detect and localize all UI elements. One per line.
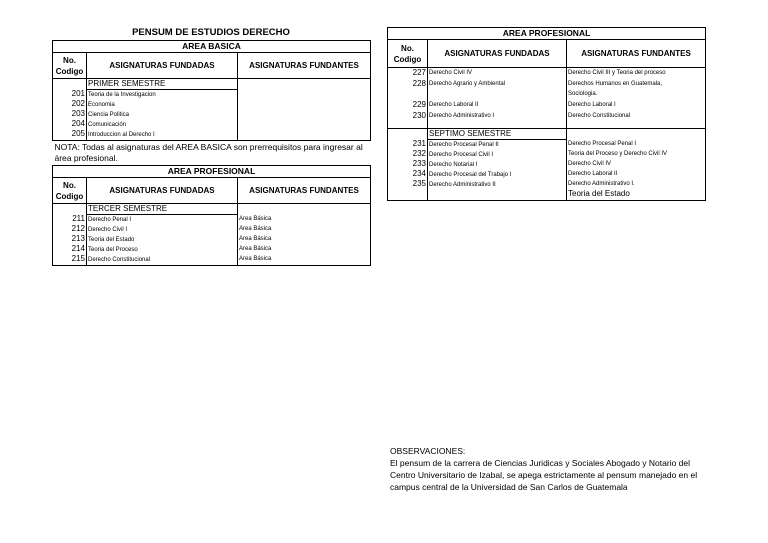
area-basica-table — [52, 40, 371, 266]
header-fundantes: ASIGNATURAS FUNDANTES — [567, 40, 706, 68]
course-code: 205 — [71, 129, 85, 138]
course-name: Derecho Civil IV — [429, 70, 473, 76]
course-fundante: Derechos Humanos en Guatemala, — [568, 81, 663, 87]
courses-cell — [428, 68, 567, 129]
codes-cell — [388, 68, 428, 129]
course-code: 231 — [412, 139, 426, 148]
header-fundantes: ASIGNATURAS FUNDANTES — [238, 178, 371, 204]
course-fundante: Area Básica — [239, 256, 272, 262]
course-name: Teoria del Proceso — [88, 247, 138, 253]
course-code: 202 — [71, 99, 85, 108]
course-name: Derecho Constitucional — [88, 257, 151, 263]
document-title: PENSUM DE ESTUDIOS DERECHO — [132, 27, 290, 38]
course-fundante: Derecho Laboral II — [568, 171, 618, 177]
course-fundante: Teoria del Estado — [568, 189, 630, 198]
course-fundante — [239, 119, 370, 129]
course-code: 232 — [412, 149, 426, 158]
course-code: 235 — [412, 179, 426, 188]
course-code: 228 — [412, 79, 426, 88]
codes-cell — [388, 129, 428, 201]
course-fundante: Area Básica — [239, 246, 272, 252]
right-column — [387, 27, 705, 201]
course-fundante — [239, 109, 370, 119]
course-name: Introduccion al Derecho I — [88, 132, 155, 138]
course-code: 214 — [71, 244, 85, 253]
course-fundante: Derecho Constitucional — [568, 113, 631, 119]
course-fundante: Derecho Civil IV — [568, 161, 612, 167]
course-name: Derecho Laboral II — [429, 102, 479, 108]
course-name: Teoria de la Investigacion — [88, 92, 156, 98]
course-name: Ciencia Politica — [88, 112, 130, 118]
course-name: Derecho Administrativo I — [429, 113, 495, 119]
fundantes-cell — [567, 129, 706, 201]
course-fundante — [239, 89, 370, 99]
course-code: 230 — [412, 111, 426, 120]
codes-cell — [53, 204, 87, 266]
semester-title: PRIMER SEMESTRE — [87, 79, 237, 90]
area-basica-note: NOTA: Todas al asignaturas del AREA BASICA son prerrequisitos para ingresar al área profesional. — [54, 142, 363, 163]
course-code: 215 — [71, 254, 85, 263]
observaciones — [390, 445, 710, 493]
semester-title: SEPTIMO SEMESTRE — [428, 129, 566, 140]
semester-title: TERCER SEMESTRE — [87, 204, 237, 215]
header-no-codigo: No. Codigo — [53, 53, 87, 79]
header-fundantes: ASIGNATURAS FUNDANTES — [238, 53, 371, 79]
course-fundante: Derecho Civil III y Teoria del proceso — [568, 70, 666, 76]
course-fundante: Derecho Laboral I — [568, 102, 616, 108]
observaciones-text: El pensum de la carrera de Ciencias Juridicas y Sociales Abogado y Notario del Centro Universitario de Izabal, se apega estrictamente al pensum manejado en el campus central de la Universidad de San Carlos de Guatemala — [390, 458, 698, 492]
course-fundante — [239, 99, 370, 109]
course-name: Economia — [88, 102, 115, 108]
observaciones-title: OBSERVACIONES: — [390, 446, 466, 456]
course-name: Comunicación — [88, 122, 127, 128]
course-code: 203 — [71, 109, 85, 118]
course-code: 233 — [412, 159, 426, 168]
course-code: 201 — [71, 89, 85, 98]
course-code: 234 — [412, 169, 426, 178]
course-fundante: Derecho Administrativo I. — [568, 181, 635, 187]
course-name: Derecho Administrativo II — [429, 182, 496, 188]
fundantes-cell — [238, 204, 371, 266]
header-no-codigo: No. Codigo — [388, 40, 428, 68]
course-code: 211 — [72, 214, 85, 223]
courses-cell — [87, 204, 238, 266]
header-no-codigo: No. Codigo — [53, 178, 87, 204]
course-name: Derecho Procesal del Trabajo I — [429, 172, 512, 178]
header-fundadas: ASIGNATURAS FUNDADAS — [428, 40, 567, 68]
course-code: 204 — [71, 119, 85, 128]
course-code: 213 — [71, 234, 85, 243]
course-name: Derecho Procesal Penal II — [429, 142, 499, 148]
course-name: Derecho Civil I — [88, 227, 128, 233]
course-name: Derecho Procesal Civil I — [429, 152, 494, 158]
course-name: Teoria del Estado — [88, 237, 135, 243]
header-fundadas: ASIGNATURAS FUNDADAS — [87, 178, 238, 204]
area-profesional-title: AREA PROFESIONAL — [388, 28, 706, 40]
course-fundante: Area Básica — [239, 216, 272, 222]
course-name: Derecho Penal I — [88, 217, 132, 223]
courses-cell — [87, 79, 238, 141]
area-profesional-title: AREA PROFESIONAL — [53, 166, 371, 178]
left-column — [52, 40, 370, 266]
course-name: Derecho Agrario y Ambiental — [429, 81, 506, 87]
course-code: 227 — [412, 68, 426, 77]
fundantes-cell — [567, 68, 706, 129]
course-name: Derecho Notarial I — [429, 162, 478, 168]
course-code: 229 — [412, 100, 426, 109]
area-profesional-right-table — [387, 27, 706, 201]
course-code: 212 — [71, 224, 85, 233]
course-fundante: Teoria del Proceso y Derecho Civil IV — [568, 151, 668, 157]
course-fundante: Area Básica — [239, 236, 272, 242]
course-fundante: Area Básica — [239, 226, 272, 232]
fundantes-cell — [238, 79, 371, 141]
course-fundante: Derecho Procesal Penal I — [568, 141, 637, 147]
courses-cell — [428, 129, 567, 201]
course-fundante — [239, 129, 370, 139]
header-fundadas: ASIGNATURAS FUNDADAS — [87, 53, 238, 79]
course-row — [388, 68, 706, 129]
codes-cell — [53, 79, 87, 141]
course-fundante: Sociologia. — [568, 91, 598, 97]
area-basica-title: AREA BASICA — [53, 41, 371, 53]
